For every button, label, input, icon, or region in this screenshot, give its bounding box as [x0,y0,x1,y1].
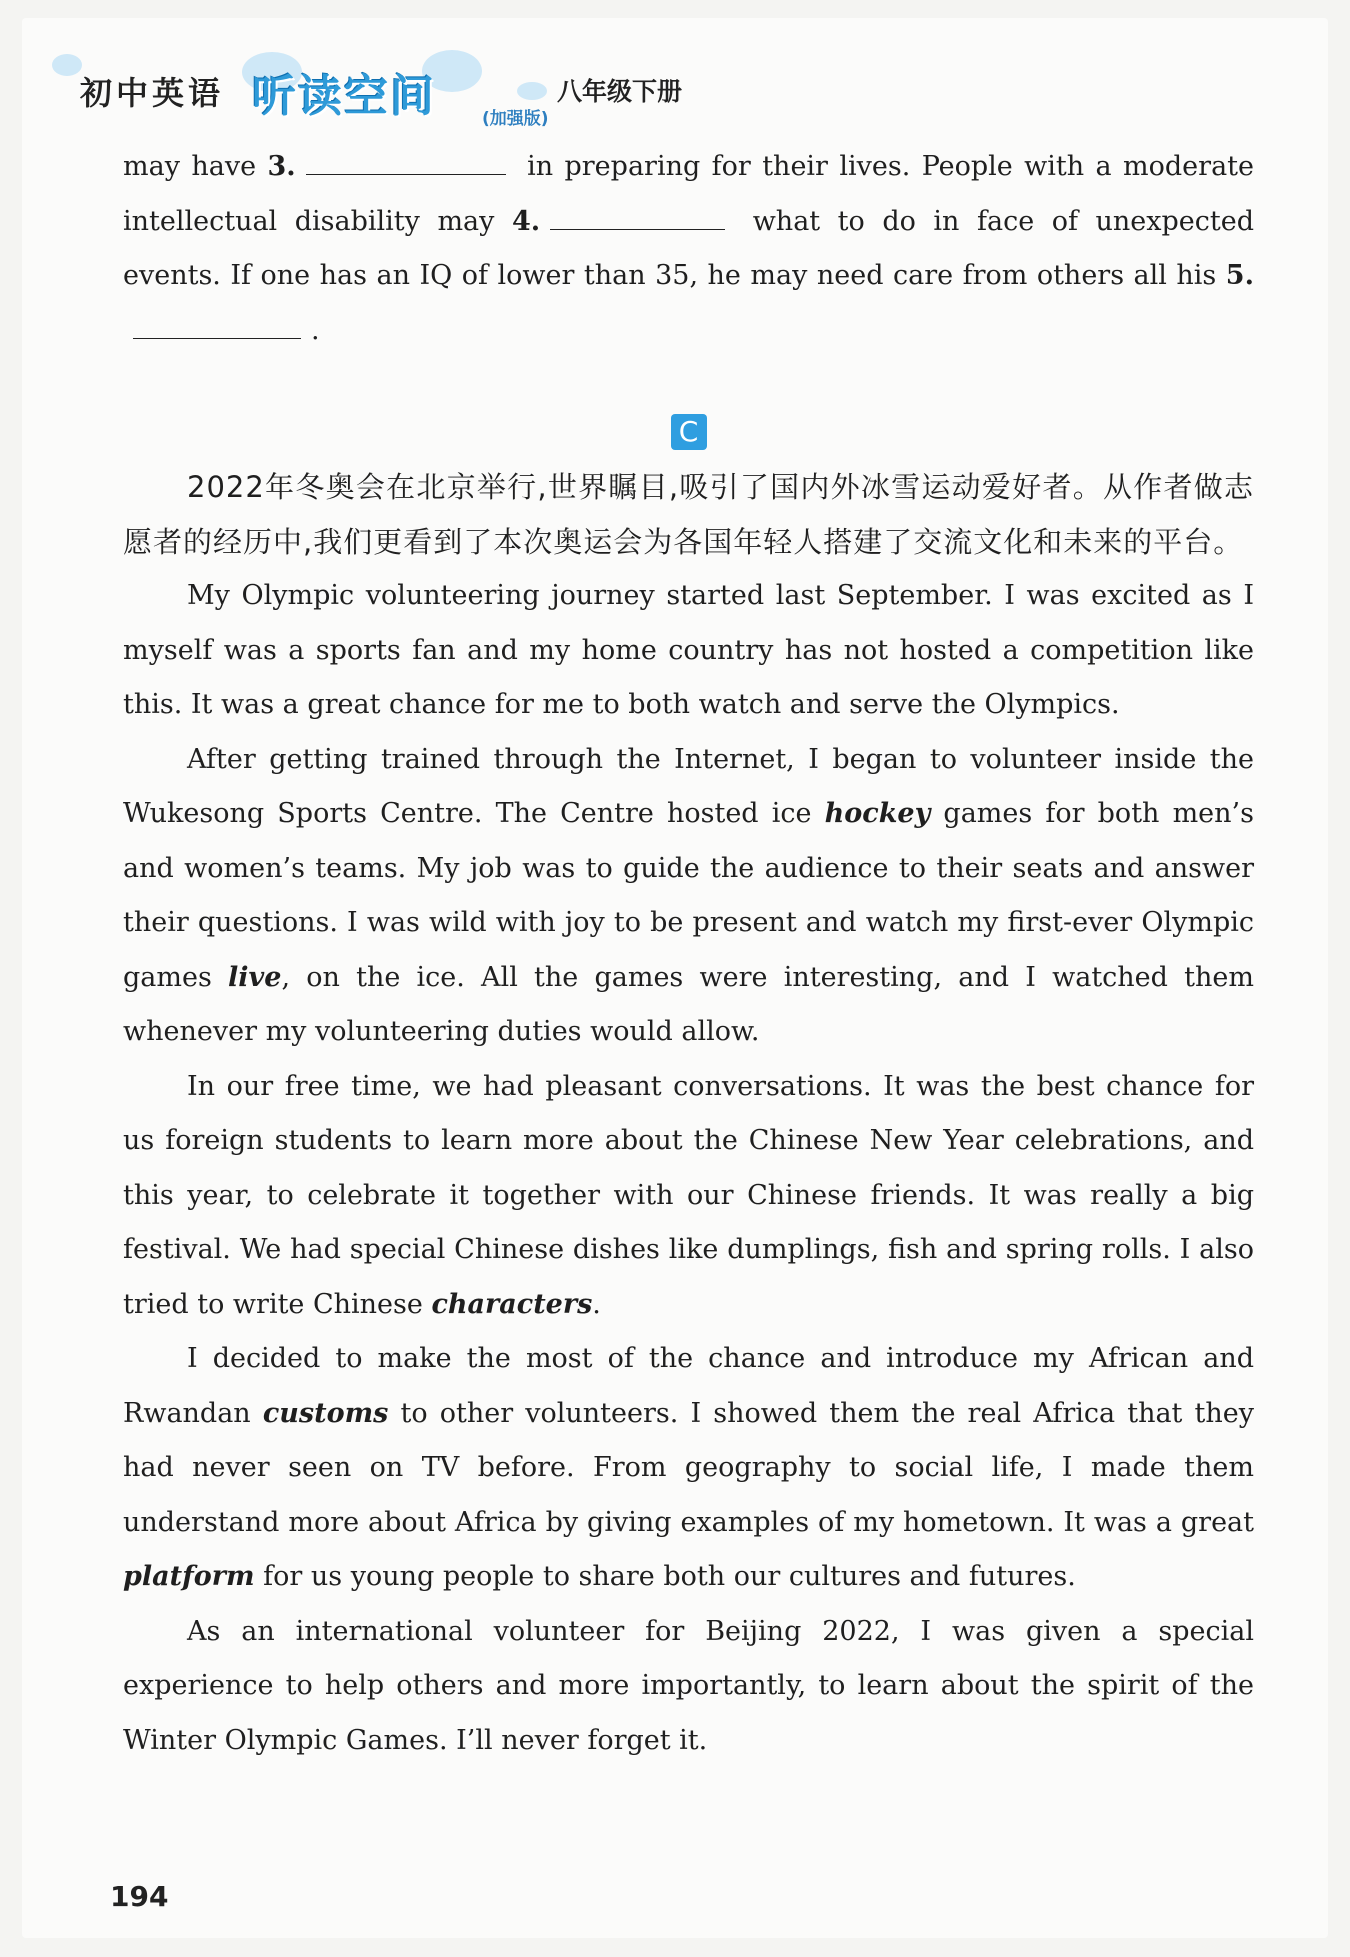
text-run: what to do in face of unexpected events. If one has an IQ of lower than 35, he may need care from others all his [123,205,1254,291]
blank-number: 4. [511,205,541,237]
keyword: customs [262,1397,389,1429]
text-run: may have [123,151,257,182]
keyword: hockey [824,798,931,829]
edition-label: (加强版) [482,109,549,129]
page-number: 194 [110,1880,169,1913]
text-run: After getting trained through the Internet, I began to volunteer inside the Wukesong Sports Centre. The Centre hosted ice [123,743,1254,829]
text-run: to other volunteers. I showed them the real Africa that they had never seen on TV before. From geography to social life, I made them understand more about Africa by giving examples of my hometown. It was a great [123,1397,1254,1538]
answer-blank[interactable] [306,152,506,175]
passage-paragraph [123,1060,1254,1333]
text-run: , on the ice. All the games were interesting, and I watched them whenever my volunteering duties would allow. [123,961,1254,1047]
passage-paragraph: As an international volunteer for Beijing 2022, I was given a special experience to help others and more importantly, to learn about the spirit of the Winter Olympic Games. I’ll never forget it. [123,1615,1254,1756]
grade-label: 八年级下册 [557,77,683,106]
keyword: live [228,961,282,993]
chinese-introduction: 2022年冬奥会在北京举行,世界瞩目,吸引了国内外冰雪运动爱好者。从作者做志愿者的经历中,我们更看到了本次奥运会为各国年轻人搭建了交流文化和未来的平台。 [123,470,1254,559]
header-cloud-decoration [517,82,547,100]
exercise-continuation [123,140,1254,358]
page-content [123,140,1254,1768]
book-series-title: 初中英语 [80,74,225,112]
text-run: for us young people to share both our cultures and futures. [263,1561,1076,1592]
passage-paragraph: My Olympic volunteering journey started last September. I was excited as I myself was a sports fan and my home country has not hosted a competition like this. It was a great chance for me to both watch and serve the Olympics. [123,580,1254,720]
blank-number: 3. [267,151,296,182]
keyword: characters [431,1288,593,1320]
page-header [52,48,752,128]
book-logo: 听读空间 [252,71,436,122]
answer-blank[interactable] [550,207,725,230]
passage-paragraph [123,1332,1254,1605]
blank-number: 5. [1225,260,1254,291]
keyword: platform [123,1561,255,1592]
text-run: . [311,314,320,346]
answer-blank[interactable] [133,316,301,339]
text-run: in preparing for their lives. People with a moderate intellectual disability may [123,151,1254,237]
text-run: . [592,1288,601,1320]
text-run: games for both men’s and women’s teams. My job was to guide the audience to their seats and answer their questions. I was wild with joy to be present and watch my first-ever Olympic games [123,798,1254,993]
text-run: In our free time, we had pleasant conversations. It was the best chance for us foreign students to learn more about the Chinese New Year celebrations, and this year, to celebrate it together with our Chinese friends. It was really a big festival. We had special Chinese dishes like dumplings, fish and spring rolls. I also tried to write Chinese [123,1070,1254,1320]
text-run: I decided to make the most of the chance and introduce my African and Rwandan [123,1343,1254,1429]
section-letter-badge: C [671,414,707,450]
header-cloud-decoration [52,54,82,76]
passage-paragraph [123,733,1254,1060]
